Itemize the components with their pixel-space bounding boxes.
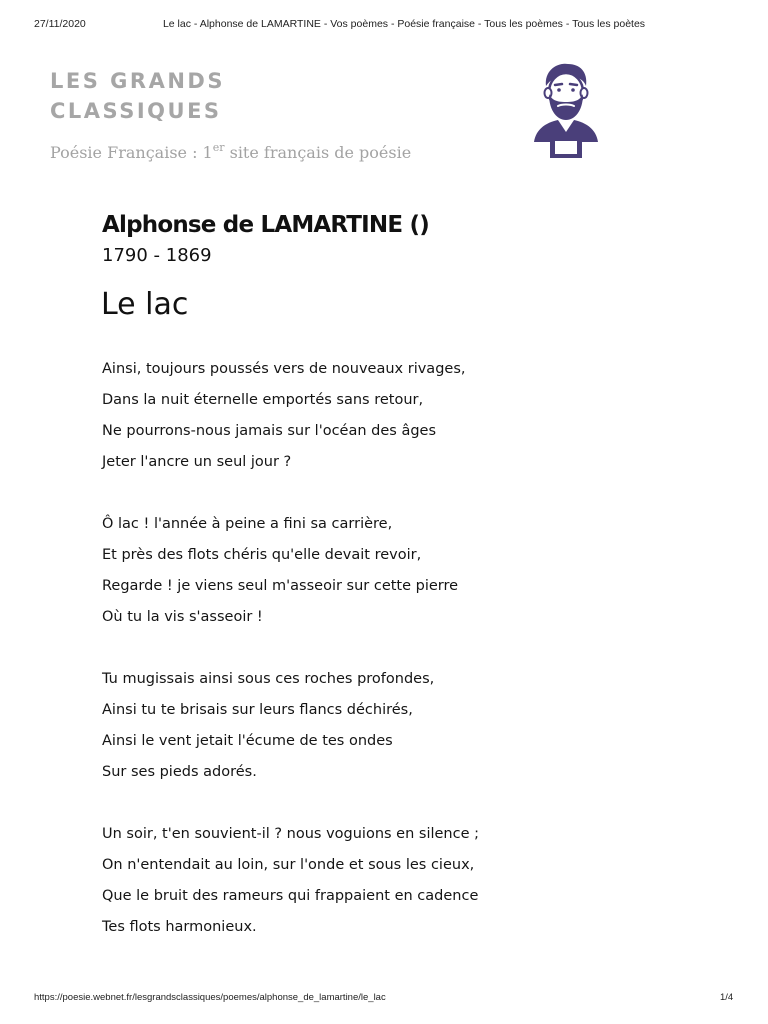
poem-line: Ainsi, toujours poussés vers de nouveaux rivages, (102, 361, 466, 377)
author-name[interactable]: Alphonse de LAMARTINE () (102, 212, 429, 238)
poem-line: Un soir, t'en souvient-il ? nous voguions en silence ; (102, 826, 480, 842)
poem-line: Regarde ! je viens seul m'asseoir sur cette pierre (102, 578, 459, 594)
poem-line: Que le bruit des rameurs qui frappaient en cadence (102, 888, 479, 904)
poem-stanza (102, 664, 702, 788)
page-number: 1/4 (720, 992, 734, 1003)
poem-line: Ainsi le vent jetait l'écume de tes ondes (102, 733, 393, 749)
site-name-link[interactable] (50, 66, 225, 126)
poem-line: Ne pourrons-nous jamais sur l'océan des âges (102, 423, 437, 439)
poem-title: Le lac (101, 287, 189, 322)
tagline-superscript: er (212, 141, 225, 154)
poem-line: Et près des flots chéris qu'elle devait revoir, (102, 547, 422, 563)
author-dates: 1790 - 1869 (102, 245, 212, 266)
site-tagline (50, 141, 411, 162)
poem-line: Ô lac ! l'année à peine a fini sa carrière, (102, 516, 393, 532)
poem-stanza (102, 509, 702, 633)
site-name-line1: LES GRANDS (50, 69, 225, 93)
print-date: 27/11/2020 (34, 18, 86, 30)
print-document-title: Le lac - Alphonse de LAMARTINE - Vos poèmes - Poésie française - Tous les poèmes - Tous les poètes (162, 18, 646, 30)
poem-stanza (102, 819, 702, 943)
poet-bust-icon[interactable] (528, 60, 604, 160)
poem-line: Dans la nuit éternelle emportés sans retour, (102, 392, 424, 408)
tagline-end: site français de poésie (224, 143, 412, 162)
site-name-line2: CLASSIQUES (50, 99, 222, 123)
poem-line: Ainsi tu te brisais sur leurs flancs déchirés, (102, 702, 413, 718)
poem-line: On n'entendait au loin, sur l'onde et sous les cieux, (102, 857, 475, 873)
poem-line: Tes flots harmonieux. (102, 919, 257, 935)
tagline-start: Poésie Française : 1 (50, 143, 213, 162)
poem-text (102, 354, 702, 974)
page-url[interactable]: https://poesie.webnet.fr/lesgrandsclassiques/poemes/alphonse_de_lamartine/le_lac (34, 992, 386, 1003)
poem-line: Jeter l'ancre un seul jour ? (102, 454, 292, 470)
poem-line: Tu mugissais ainsi sous ces roches profondes, (102, 671, 435, 687)
poem-line: Où tu la vis s'asseoir ! (102, 609, 263, 625)
poem-line: Sur ses pieds adorés. (102, 764, 257, 780)
poem-stanza (102, 354, 702, 478)
